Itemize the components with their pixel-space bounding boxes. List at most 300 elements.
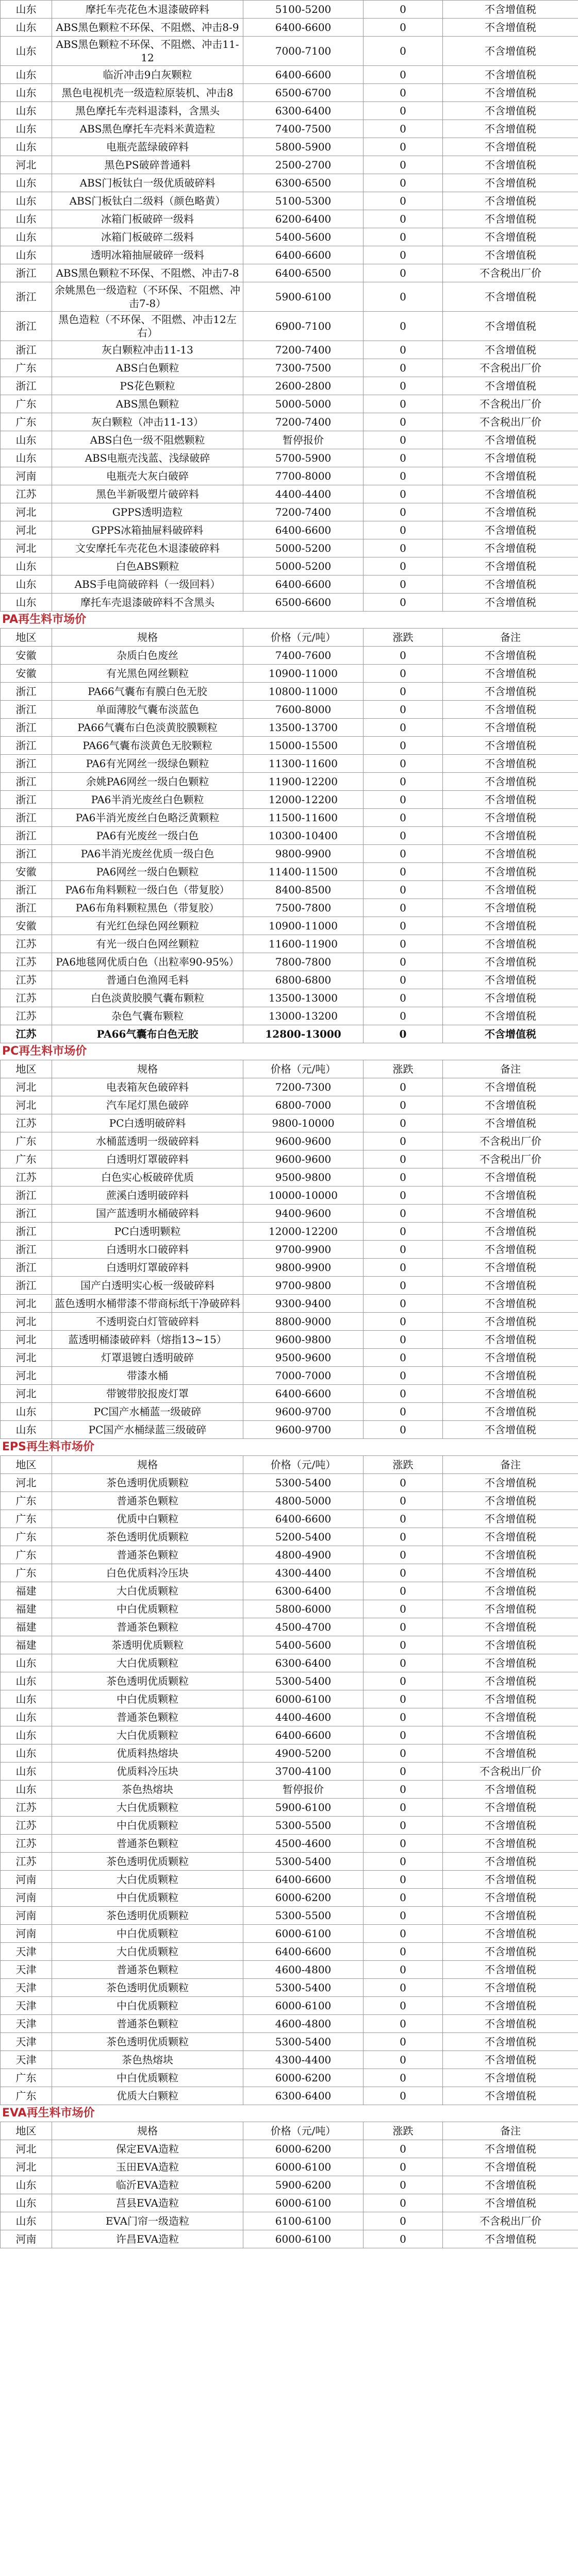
region-cell: 河北 [1, 539, 52, 557]
table-row [1, 2033, 578, 2051]
price-cell: 6400-6600 [243, 66, 364, 84]
note-cell: 不含增值税 [443, 1817, 578, 1835]
change-cell: 0 [364, 1313, 443, 1331]
spec-cell: 白透明灯罩破碎料 [52, 1259, 243, 1277]
table-row [1, 341, 578, 359]
spec-cell: 普通白色渔网毛料 [52, 971, 243, 989]
spec-cell: 大白优质颗粒 [52, 1582, 243, 1600]
change-cell: 0 [364, 413, 443, 431]
price-cell: 11500-11600 [243, 809, 364, 827]
price-cell: 6000-6100 [243, 1997, 364, 2015]
region-cell: 山东 [1, 138, 52, 156]
note-cell: 不含增值税 [443, 1241, 578, 1259]
change-cell: 0 [364, 521, 443, 539]
spec-cell: 有光黑色网丝颗粒 [52, 665, 243, 683]
spec-cell: PC国产水桶绿蓝三级破碎 [52, 1421, 243, 1439]
spec-cell: 茶色热熔块 [52, 1781, 243, 1799]
change-cell: 0 [364, 1007, 443, 1025]
change-cell: 0 [364, 1259, 443, 1277]
note-cell: 不含增值税 [443, 1403, 578, 1421]
region-cell: 广东 [1, 395, 52, 413]
change-cell: 0 [364, 1943, 443, 1961]
region-cell: 河北 [1, 1078, 52, 1096]
price-cell: 6300-6400 [243, 1654, 364, 1672]
note-cell: 不含增值税 [443, 210, 578, 228]
region-cell: 山东 [1, 557, 52, 575]
note-cell: 不含增值税 [443, 2015, 578, 2033]
note-cell: 不含增值税 [443, 647, 578, 665]
column-header: 价格（元/吨） [243, 629, 364, 647]
change-cell: 0 [364, 2087, 443, 2105]
change-cell: 0 [364, 1277, 443, 1295]
price-cell: 7200-7400 [243, 413, 364, 431]
price-cell: 10000-10000 [243, 1187, 364, 1205]
note-cell: 不含增值税 [443, 539, 578, 557]
table-row [1, 683, 578, 701]
region-cell: 广东 [1, 359, 52, 377]
price-cell: 10900-11000 [243, 665, 364, 683]
region-cell: 山东 [1, 210, 52, 228]
change-cell: 0 [364, 1078, 443, 1096]
table-row [1, 1817, 578, 1835]
change-cell: 0 [364, 1474, 443, 1492]
note-cell: 不含增值税 [443, 2087, 578, 2105]
spec-cell: ABS黑色摩托车壳料米黄造粒 [52, 120, 243, 138]
spec-cell: ABS白色一级不阻燃颗粒 [52, 431, 243, 449]
spec-cell: 蓝色透明水桶带漆不带商标纸干净破碎料 [52, 1295, 243, 1313]
region-cell: 山东 [1, 37, 52, 66]
price-cell: 7600-8000 [243, 701, 364, 719]
change-cell: 0 [364, 1799, 443, 1817]
spec-cell: PC白透明颗粒 [52, 1223, 243, 1241]
table-row [1, 1277, 578, 1295]
table-row [1, 1961, 578, 1979]
change-cell: 0 [364, 1421, 443, 1439]
spec-cell: PA6半消光废丝优质一级白色 [52, 845, 243, 863]
spec-cell: 普通茶色颗粒 [52, 1492, 243, 1510]
column-header: 地区 [1, 2122, 52, 2140]
price-cell: 9600-9600 [243, 1150, 364, 1168]
change-cell: 0 [364, 1781, 443, 1799]
price-cell: 9500-9600 [243, 1349, 364, 1367]
price-cell: 6400-6600 [243, 521, 364, 539]
price-cell: 9400-9600 [243, 1205, 364, 1223]
region-cell: 山东 [1, 102, 52, 120]
spec-cell: ABS门板钛白二级料（颜色略黄） [52, 192, 243, 210]
price-cell: 9700-9900 [243, 1241, 364, 1259]
change-cell: 0 [364, 557, 443, 575]
column-header: 规格 [52, 2122, 243, 2140]
table-row [1, 138, 578, 156]
spec-cell: 中白优质颗粒 [52, 2069, 243, 2087]
spec-cell: PA66气囊布白色淡黄胶膜颗粒 [52, 719, 243, 737]
change-cell: 0 [364, 228, 443, 246]
table-row [1, 1871, 578, 1889]
region-cell: 河北 [1, 1313, 52, 1331]
region-cell: 山东 [1, 1654, 52, 1672]
region-cell: 河北 [1, 1474, 52, 1492]
region-cell: 山东 [1, 1744, 52, 1762]
table-row [1, 1744, 578, 1762]
note-cell: 不含增值税 [443, 1349, 578, 1367]
region-cell: 山东 [1, 1781, 52, 1799]
spec-cell: 带漆水桶 [52, 1367, 243, 1385]
column-header: 价格（元/吨） [243, 2122, 364, 2140]
table-row [1, 1168, 578, 1187]
spec-cell: PA6布角料颗粒黑色（带复胶） [52, 899, 243, 917]
price-cell: 5300-5500 [243, 1817, 364, 1835]
price-cell: 6400-6600 [243, 575, 364, 594]
price-cell: 4800-4900 [243, 1546, 364, 1564]
spec-cell: 黑色电视机壳一级造粒原装机、冲击8 [52, 84, 243, 102]
region-cell: 河南 [1, 467, 52, 485]
table-row [1, 899, 578, 917]
column-header: 价格（元/吨） [243, 1060, 364, 1078]
spec-cell: 茶色透明优质颗粒 [52, 1528, 243, 1546]
change-cell: 0 [364, 1582, 443, 1600]
price-cell: 6000-6100 [243, 1690, 364, 1708]
spec-cell: 白透明灯罩破碎料 [52, 1150, 243, 1168]
spec-cell: PA6布角料颗粒一级白色（带复胶） [52, 881, 243, 899]
spec-cell: 余姚黑色一级造粒（不环保、不阻燃、冲击7-8） [52, 282, 243, 312]
region-cell: 山东 [1, 1, 52, 19]
spec-cell: 大白优质颗粒 [52, 1799, 243, 1817]
price-cell: 6500-6600 [243, 594, 364, 612]
table-row [1, 503, 578, 521]
table-row [1, 863, 578, 881]
note-cell: 不含增值税 [443, 1492, 578, 1510]
spec-cell: 茶色透明优质颗粒 [52, 2033, 243, 2051]
region-cell: 山东 [1, 449, 52, 467]
price-cell: 7200-7300 [243, 1078, 364, 1096]
change-cell: 0 [364, 1349, 443, 1367]
price-cell: 5900-6100 [243, 1799, 364, 1817]
change-cell: 0 [364, 120, 443, 138]
change-cell: 0 [364, 899, 443, 917]
change-cell: 0 [364, 1241, 443, 1259]
region-cell: 浙江 [1, 827, 52, 845]
price-cell: 5300-5400 [243, 1474, 364, 1492]
region-cell: 江苏 [1, 971, 52, 989]
note-cell: 不含增值税 [443, 2230, 578, 2248]
table-row [1, 701, 578, 719]
table-row [1, 917, 578, 935]
change-cell: 0 [364, 665, 443, 683]
price-table-eva [0, 2122, 578, 2248]
change-cell: 0 [364, 594, 443, 612]
price-cell: 7200-7400 [243, 503, 364, 521]
note-cell: 不含增值税 [443, 66, 578, 84]
spec-cell: 大白优质颗粒 [52, 1943, 243, 1961]
note-cell: 不含增值税 [443, 1907, 578, 1925]
note-cell: 不含增值税 [443, 1744, 578, 1762]
section-title-eps: EPS再生料市场价 [2, 1440, 94, 1453]
note-cell: 不含增值税 [443, 312, 578, 341]
table-row [1, 431, 578, 449]
table-row [1, 1546, 578, 1564]
note-cell: 不含增值税 [443, 2051, 578, 2069]
spec-cell: GPPS透明造粒 [52, 503, 243, 521]
spec-cell: 中白优质颗粒 [52, 1600, 243, 1618]
change-cell: 0 [364, 1367, 443, 1385]
region-cell: 山东 [1, 192, 52, 210]
change-cell: 0 [364, 1979, 443, 1997]
table-row [1, 1096, 578, 1114]
note-cell: 不含增值税 [443, 1421, 578, 1439]
change-cell: 0 [364, 1331, 443, 1349]
note-cell: 不含增值税 [443, 1600, 578, 1618]
price-cell: 6400-6600 [243, 1943, 364, 1961]
change-cell: 0 [364, 1492, 443, 1510]
price-cell: 10800-11000 [243, 683, 364, 701]
price-cell: 6300-6400 [243, 2087, 364, 2105]
change-cell: 0 [364, 719, 443, 737]
note-cell: 不含税出厂价 [443, 359, 578, 377]
change-cell: 0 [364, 1708, 443, 1726]
region-cell: 河北 [1, 1096, 52, 1114]
price-cell: 9800-9900 [243, 1259, 364, 1277]
region-cell: 河北 [1, 2158, 52, 2176]
note-cell: 不含增值税 [443, 1871, 578, 1889]
region-cell: 福建 [1, 1636, 52, 1654]
spec-cell: ABS黑色颗粒 [52, 395, 243, 413]
table-row [1, 737, 578, 755]
note-cell: 不含增值税 [443, 1853, 578, 1871]
table-row [1, 377, 578, 395]
table-row [1, 1672, 578, 1690]
region-cell: 广东 [1, 1528, 52, 1546]
spec-cell: 优质料热熔块 [52, 1744, 243, 1762]
spec-cell: 茶色透明优质颗粒 [52, 1672, 243, 1690]
spec-cell: PA6网丝一级白色颗粒 [52, 863, 243, 881]
note-cell: 不含增值税 [443, 2158, 578, 2176]
price-cell: 5300-5500 [243, 1907, 364, 1925]
change-cell: 0 [364, 845, 443, 863]
table-row [1, 1943, 578, 1961]
price-cell: 9300-9400 [243, 1295, 364, 1313]
table-row [1, 37, 578, 66]
spec-cell: 莒县EVA造粒 [52, 2194, 243, 2212]
price-cell: 13500-13700 [243, 719, 364, 737]
price-cell: 7400-7600 [243, 647, 364, 665]
change-cell: 0 [364, 485, 443, 503]
region-cell: 山东 [1, 1403, 52, 1421]
column-header: 规格 [52, 1456, 243, 1474]
change-cell: 0 [364, 395, 443, 413]
change-cell: 0 [364, 503, 443, 521]
table-row [1, 1690, 578, 1708]
change-cell: 0 [364, 1223, 443, 1241]
price-cell: 6900-7100 [243, 312, 364, 341]
table-row [1, 773, 578, 791]
spec-cell: 优质料冷压块 [52, 1762, 243, 1781]
price-cell: 5300-5400 [243, 1853, 364, 1871]
note-cell: 不含增值税 [443, 138, 578, 156]
change-cell: 0 [364, 210, 443, 228]
region-cell: 浙江 [1, 809, 52, 827]
spec-cell: 优质大白颗粒 [52, 2087, 243, 2105]
table-row [1, 755, 578, 773]
price-cell: 10300-10400 [243, 827, 364, 845]
price-cell: 6400-6500 [243, 264, 364, 282]
column-header: 备注 [443, 1456, 578, 1474]
table-row [1, 1528, 578, 1546]
price-cell: 9600-9800 [243, 1331, 364, 1349]
spec-cell: 电表箱灰色破碎料 [52, 1078, 243, 1096]
table-row [1, 1150, 578, 1168]
change-cell: 0 [364, 701, 443, 719]
table-row [1, 264, 578, 282]
spec-cell: 中白优质颗粒 [52, 1889, 243, 1907]
note-cell: 不含增值税 [443, 1690, 578, 1708]
note-cell: 不含增值税 [443, 1997, 578, 2015]
note-cell: 不含增值税 [443, 845, 578, 863]
price-cell: 5100-5300 [243, 192, 364, 210]
region-cell: 江苏 [1, 485, 52, 503]
note-cell: 不含税出厂价 [443, 1150, 578, 1168]
table-row [1, 156, 578, 174]
price-cell: 7000-7100 [243, 37, 364, 66]
price-cell: 5900-6100 [243, 282, 364, 312]
change-cell: 0 [364, 2140, 443, 2158]
table-row [1, 2230, 578, 2248]
column-header: 涨跌 [364, 1456, 443, 1474]
price-cell: 4900-5200 [243, 1744, 364, 1762]
region-cell: 河南 [1, 1871, 52, 1889]
note-cell: 不含增值税 [443, 701, 578, 719]
note-cell: 不含税出厂价 [443, 1762, 578, 1781]
change-cell: 0 [364, 2194, 443, 2212]
spec-cell: 蓝透明桶漆破碎料（熔指13~15） [52, 1331, 243, 1349]
region-cell: 山东 [1, 1708, 52, 1726]
spec-cell: 汽车尾灯黑色破碎 [52, 1096, 243, 1114]
change-cell: 0 [364, 755, 443, 773]
change-cell: 0 [364, 539, 443, 557]
spec-cell: PA6地毯网优质白色（出粒率90-95%） [52, 953, 243, 971]
region-cell: 山东 [1, 66, 52, 84]
note-cell: 不含增值税 [443, 120, 578, 138]
price-cell: 9800-10000 [243, 1114, 364, 1132]
change-cell: 0 [364, 953, 443, 971]
region-cell: 浙江 [1, 1187, 52, 1205]
region-cell: 江苏 [1, 1025, 52, 1043]
spec-cell: GPPS冰箱抽屉料破碎料 [52, 521, 243, 539]
change-cell: 0 [364, 1889, 443, 1907]
change-cell: 0 [364, 2051, 443, 2069]
price-cell: 9800-9900 [243, 845, 364, 863]
spec-cell: 黑色摩托车壳料退漆料，含黑头 [52, 102, 243, 120]
note-cell: 不含增值税 [443, 19, 578, 37]
spec-cell: 玉田EVA造粒 [52, 2158, 243, 2176]
table-row [1, 1654, 578, 1672]
region-cell: 浙江 [1, 1259, 52, 1277]
spec-cell: EVA门帘一级造粒 [52, 2212, 243, 2230]
spec-cell: 茶色透明优质颗粒 [52, 1979, 243, 1997]
spec-cell: ABS黑色颗粒不环保、不阻燃、冲击8-9 [52, 19, 243, 37]
spec-cell: 单面薄胶气囊布淡蓝色 [52, 701, 243, 719]
table-row [1, 282, 578, 312]
note-cell: 不含增值税 [443, 2033, 578, 2051]
region-cell: 山东 [1, 1726, 52, 1744]
spec-cell: 带镀带胶报废灯罩 [52, 1385, 243, 1403]
region-cell: 广东 [1, 1564, 52, 1582]
note-cell: 不含增值税 [443, 1007, 578, 1025]
region-cell: 山东 [1, 228, 52, 246]
price-cell: 5400-5600 [243, 228, 364, 246]
note-cell: 不含增值税 [443, 1564, 578, 1582]
region-cell: 浙江 [1, 1205, 52, 1223]
table-row [1, 1889, 578, 1907]
table-row [1, 174, 578, 192]
change-cell: 0 [364, 2033, 443, 2051]
price-cell: 8400-8500 [243, 881, 364, 899]
table-row [1, 647, 578, 665]
price-cell: 11400-11500 [243, 863, 364, 881]
price-cell: 6400-6600 [243, 1510, 364, 1528]
spec-cell: 电瓶壳蓝绿破碎料 [52, 138, 243, 156]
region-cell: 山东 [1, 246, 52, 264]
price-cell: 暂停报价 [243, 431, 364, 449]
note-cell: 不含增值税 [443, 2069, 578, 2087]
price-cell: 6400-6600 [243, 19, 364, 37]
note-cell: 不含增值税 [443, 719, 578, 737]
region-cell: 山东 [1, 431, 52, 449]
region-cell: 河北 [1, 156, 52, 174]
column-header: 地区 [1, 629, 52, 647]
change-cell: 0 [364, 1690, 443, 1708]
region-cell: 浙江 [1, 312, 52, 341]
table-row [1, 791, 578, 809]
region-cell: 广东 [1, 1510, 52, 1528]
table-row [1, 1600, 578, 1618]
price-cell: 6100-6100 [243, 2212, 364, 2230]
price-cell: 12800-13000 [243, 1025, 364, 1043]
region-cell: 河北 [1, 1349, 52, 1367]
region-cell: 河南 [1, 1925, 52, 1943]
spec-cell: 电瓶壳大灰白破碎 [52, 467, 243, 485]
table-row [1, 2140, 578, 2158]
price-cell: 6000-6100 [243, 2230, 364, 2248]
change-cell: 0 [364, 1871, 443, 1889]
region-cell: 广东 [1, 1132, 52, 1150]
note-cell: 不含增值税 [443, 1168, 578, 1187]
note-cell: 不含增值税 [443, 683, 578, 701]
table-row [1, 1367, 578, 1385]
change-cell: 0 [364, 2015, 443, 2033]
change-cell: 0 [364, 156, 443, 174]
note-cell: 不含增值税 [443, 1781, 578, 1799]
column-header: 地区 [1, 1060, 52, 1078]
region-cell: 浙江 [1, 737, 52, 755]
change-cell: 0 [364, 246, 443, 264]
change-cell: 0 [364, 1528, 443, 1546]
spec-cell: 普通茶色颗粒 [52, 1835, 243, 1853]
note-cell: 不含增值税 [443, 737, 578, 755]
price-cell: 5400-5600 [243, 1636, 364, 1654]
region-cell: 浙江 [1, 1223, 52, 1241]
spec-cell: 普通茶色颗粒 [52, 2015, 243, 2033]
note-cell: 不含增值税 [443, 953, 578, 971]
spec-cell: 文安摩托车壳花色木退漆破碎料 [52, 539, 243, 557]
region-cell: 山东 [1, 1421, 52, 1439]
price-cell: 6400-6600 [243, 1385, 364, 1403]
table-row [1, 1835, 578, 1853]
note-cell: 不含增值税 [443, 1259, 578, 1277]
spec-cell: 黑色造粒（不环保、不阻燃、冲击12左右） [52, 312, 243, 341]
change-cell: 0 [364, 1744, 443, 1762]
table-row [1, 1025, 578, 1043]
table-row [1, 1132, 578, 1150]
